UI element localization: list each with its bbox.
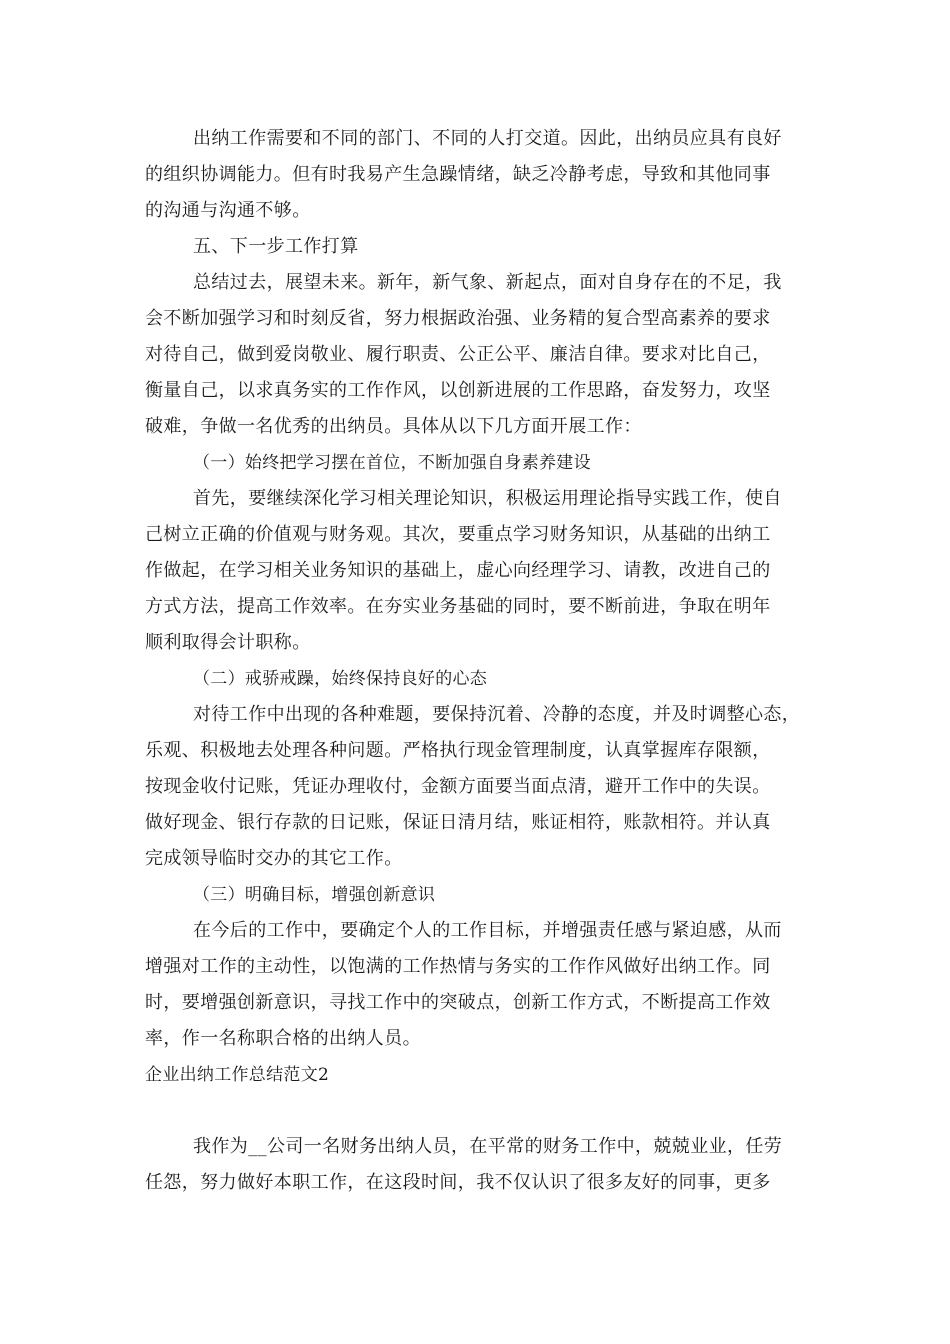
paragraph-line: 时，要增强创新意识，寻找工作中的突破点，创新工作方式，不断提高工作效	[145, 992, 771, 1013]
paragraph-line: 任怨，努力做好本职工作，在这段时间，我不仅认识了很多友好的同事，更多	[145, 1172, 771, 1193]
subsection-heading: （三）明确目标，增强创新意识	[193, 885, 436, 905]
paragraph-line: 的沟通与沟通不够。	[145, 200, 311, 221]
paragraph-line: 己树立正确的价值观与财务观。其次，要重点学习财务知识，从基础的出纳工	[145, 524, 771, 545]
paragraph-line: 完成领导临时交办的其它工作。	[145, 848, 403, 869]
paragraph-line: 的组织协调能力。但有时我易产生急躁情绪，缺乏冷静考虑，导致和其他同事	[145, 164, 771, 185]
paragraph-line: 按现金收付记账，凭证办理收付，金额方面要当面点清，避开工作中的失误。	[145, 776, 771, 797]
subsection-heading: （一）始终把学习摆在首位，不断加强自身素养建设	[193, 453, 591, 473]
paragraph-line: 对待工作中出现的各种难题，要保持沉着、冷静的态度，并及时调整心态，	[193, 704, 801, 725]
paragraph-line: 率，作一名称职合格的出纳人员。	[145, 1028, 421, 1049]
paragraph-line: 做好现金、银行存款的日记账，保证日清月结，账证相符，账款相符。并认真	[145, 812, 771, 833]
paragraph-line: 首先，要继续深化学习相关理论知识，积极运用理论指导实践工作，使自	[193, 488, 782, 509]
paragraph-line: 总结过去，展望未来。新年，新气象、新起点，面对自身存在的不足，我	[193, 272, 782, 293]
paragraph-line: 我作为__公司一名财务出纳人员，在平常的财务工作中，兢兢业业，任劳	[193, 1136, 783, 1157]
section-heading: 五、下一步工作打算	[193, 236, 359, 257]
paragraph-line: 作做起，在学习相关业务知识的基础上，虚心向经理学习、请教，改进自己的	[145, 560, 771, 581]
paragraph-line: 衡量自己，以求真务实的工作作风，以创新进展的工作思路，奋发努力，攻坚	[145, 380, 771, 401]
paragraph-line: 顺利取得会计职称。	[145, 632, 311, 653]
paragraph-line: 出纳工作需要和不同的部门、不同的人打交道。因此，出纳员应具有良好	[193, 128, 782, 149]
paragraph-line: 方式方法，提高工作效率。在夯实业务基础的同时，要不断前进，争取在明年	[145, 596, 771, 617]
paragraph-line: 增强对工作的主动性，以饱满的工作热情与务实的工作作风做好出纳工作。同	[145, 956, 771, 977]
paragraph-line: 对待自己，做到爱岗敬业、履行职责、公正公平、廉洁自律。要求对比自己，	[145, 344, 771, 365]
paragraph-line: 乐观、积极地去处理各种问题。严格执行现金管理制度，认真掌握库存限额，	[145, 740, 771, 761]
paragraph-line: 破难，争做一名优秀的出纳员。具体从以下几方面开展工作：	[145, 416, 642, 437]
paragraph-line: 会不断加强学习和时刻反省，努力根据政治强、业务精的复合型高素养的要求	[145, 308, 771, 329]
document-subtitle: 企业出纳工作总结范文2	[145, 1065, 330, 1085]
paragraph-line: 在今后的工作中，要确定个人的工作目标，并增强责任感与紧迫感，从而	[193, 920, 782, 941]
subsection-heading: （二）戒骄戒躁，始终保持良好的心态	[193, 669, 488, 689]
